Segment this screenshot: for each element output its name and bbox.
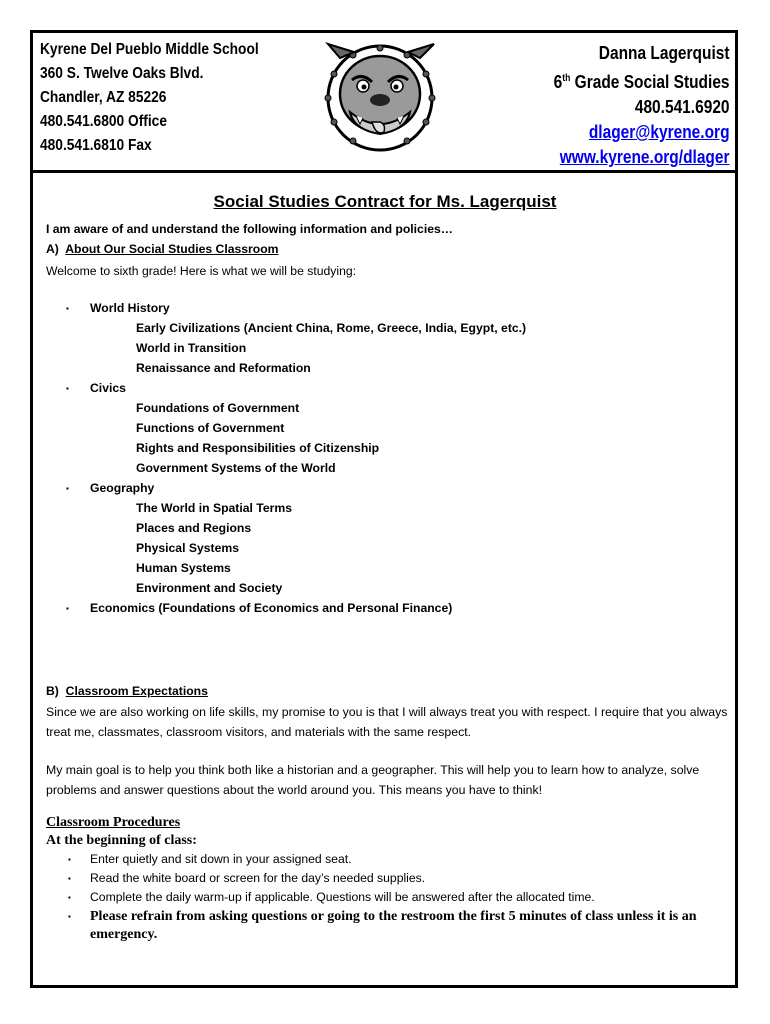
subtopic: Foundations of Government <box>136 401 300 415</box>
bullet-icon: ▪ <box>66 304 69 313</box>
bullet-icon: ▪ <box>68 912 71 921</box>
subtopic: Functions of Government <box>136 421 285 435</box>
subtopic: Physical Systems <box>136 541 239 555</box>
teacher-email-link[interactable]: dlager@kyrene.org <box>589 122 730 142</box>
school-office-phone: 480.541.6800 Office <box>40 113 167 130</box>
subtopic: Rights and Responsibilities of Citizenship <box>136 441 380 455</box>
teacher-info <box>554 41 730 170</box>
section-b-marker: B) <box>46 684 59 698</box>
procedures-subheading: At the beginning of class: <box>46 833 197 848</box>
bullet-icon: ▪ <box>66 604 69 613</box>
teacher-website-link[interactable]: www.kyrene.org/dlager <box>560 147 730 167</box>
procedure-item: Read the white board or screen for the day’s needed supplies. <box>90 871 426 885</box>
section-a-heading <box>46 242 279 256</box>
subtopic: World in Transition <box>136 341 247 355</box>
teacher-phone: 480.541.6920 <box>635 97 730 117</box>
header-divider <box>30 170 738 173</box>
page-title: Social Studies Contract for Ms. Lagerquist <box>213 192 557 211</box>
welcome-text: Welcome to sixth grade! Here is what we will be studying: <box>46 264 357 278</box>
grade-suffix: th <box>562 73 571 84</box>
bullet-icon: ▪ <box>68 855 71 864</box>
school-info <box>40 38 259 158</box>
topic-world-history: World History <box>90 301 170 315</box>
subtopic: The World in Spatial Terms <box>136 501 292 515</box>
procedure-important-item: Please refrain from asking questions or going to the restroom the first 5 minutes of class unless it is an emergency. <box>90 909 697 942</box>
subtopic: Places and Regions <box>136 521 252 535</box>
section-a-title: About Our Social Studies Classroom <box>65 242 279 256</box>
topic-civics: Civics <box>90 381 126 395</box>
bullet-icon: ▪ <box>68 874 71 883</box>
procedure-item: Enter quietly and sit down in your assigned seat. <box>90 852 352 866</box>
subtopic: Renaissance and Reformation <box>136 361 311 375</box>
bullet-icon: ▪ <box>66 384 69 393</box>
subtopic: Government Systems of the World <box>136 461 336 475</box>
school-name: Kyrene Del Pueblo Middle School <box>40 41 259 58</box>
section-b-heading <box>46 684 208 698</box>
bullet-icon: ▪ <box>68 893 71 902</box>
grade-number: 6 <box>554 72 563 92</box>
section-b-title: Classroom Expectations <box>65 684 208 698</box>
subtopic: Early Civilizations (Ancient China, Rome, Greece, India, Egypt, etc.) <box>136 321 527 335</box>
respect-paragraph: Since we are also working on life skills, my promise to you is that I will always treat you with respect. I require that you always treat me, classmates, classroom visitors, and materials with the same respect. <box>46 705 728 739</box>
intro-text: I am aware of and understand the following information and policies… <box>46 222 453 236</box>
topic-geography: Geography <box>90 481 155 495</box>
teacher-name: Danna Lagerquist <box>599 43 730 63</box>
subtopic: Human Systems <box>136 561 231 575</box>
subtopic: Environment and Society <box>136 581 283 595</box>
teacher-grade <box>554 66 730 95</box>
school-fax: 480.541.6810 Fax <box>40 137 152 154</box>
section-a-marker: A) <box>46 242 59 256</box>
topic-economics: Economics (Foundations of Economics and Personal Finance) <box>90 601 453 615</box>
bullet-icon: ▪ <box>66 484 69 493</box>
school-address: 360 S. Twelve Oaks Blvd. <box>40 65 204 82</box>
grade-subject: Grade Social Studies <box>570 72 730 92</box>
goal-paragraph: My main goal is to help you think both like a historian and a geographer. This will help you to learn how to analyze, solve problems and answer questions about the world around you. This means you have to think! <box>46 763 700 797</box>
procedures-heading: Classroom Procedures <box>46 815 181 830</box>
school-city: Chandler, AZ 85226 <box>40 89 167 106</box>
bulldog-mascot-icon <box>310 36 460 164</box>
procedure-item: Complete the daily warm-up if applicable. Questions will be answered after the allocated time. <box>90 890 595 904</box>
